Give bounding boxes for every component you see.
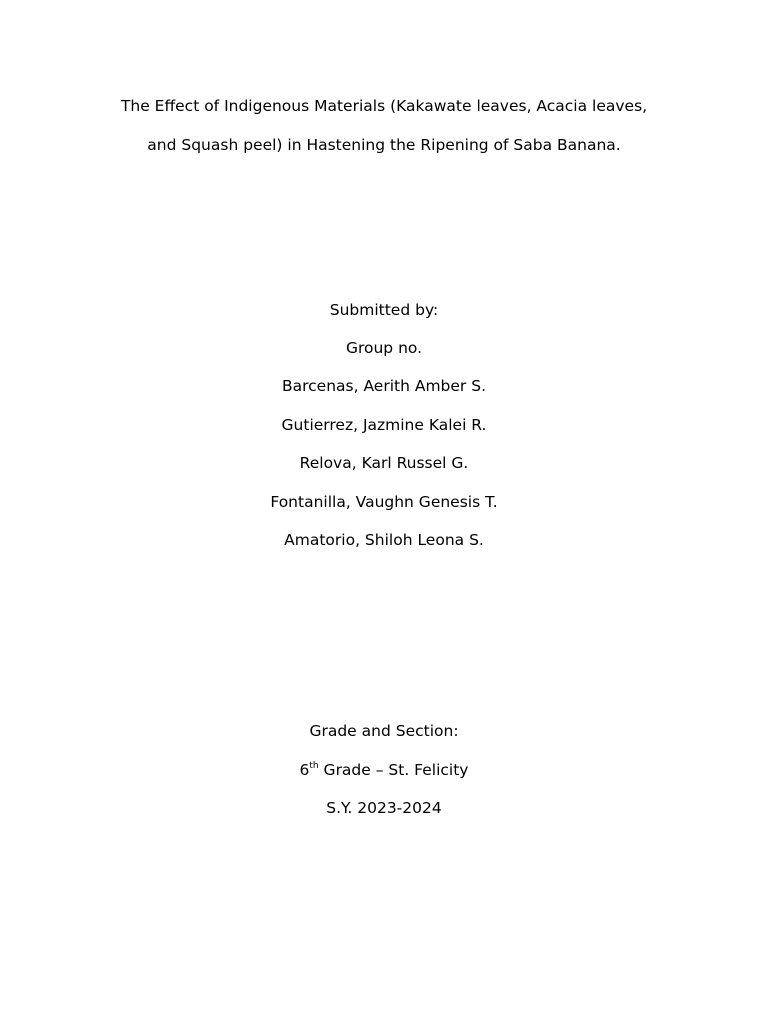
group-number: Group no. xyxy=(345,339,423,357)
grade-line xyxy=(0,760,768,780)
school-year: S.Y. 2023-2024 xyxy=(326,799,442,817)
submitted-by-heading: Submitted by: xyxy=(329,301,439,319)
member-name: Gutierrez, Jazmine Kalei R. xyxy=(281,416,487,434)
member-name: Barcenas, Aerith Amber S. xyxy=(282,377,486,395)
member-name: Amatorio, Shiloh Leona S. xyxy=(284,531,484,549)
grade-suffix: th xyxy=(309,760,319,771)
grade-section-heading: Grade and Section: xyxy=(309,722,459,740)
title-line-2: and Squash peel) in Hastening the Ripening of Saba Banana. xyxy=(147,136,621,154)
grade-rest: Grade – St. Felicity xyxy=(318,761,469,779)
grade-number: 6 xyxy=(299,761,310,779)
title-line-1: The Effect of Indigenous Materials (Kakawate leaves, Acacia leaves, xyxy=(120,97,648,115)
member-name: Relova, Karl Russel G. xyxy=(299,454,469,472)
member-name: Fontanilla, Vaughn Genesis T. xyxy=(270,493,498,511)
